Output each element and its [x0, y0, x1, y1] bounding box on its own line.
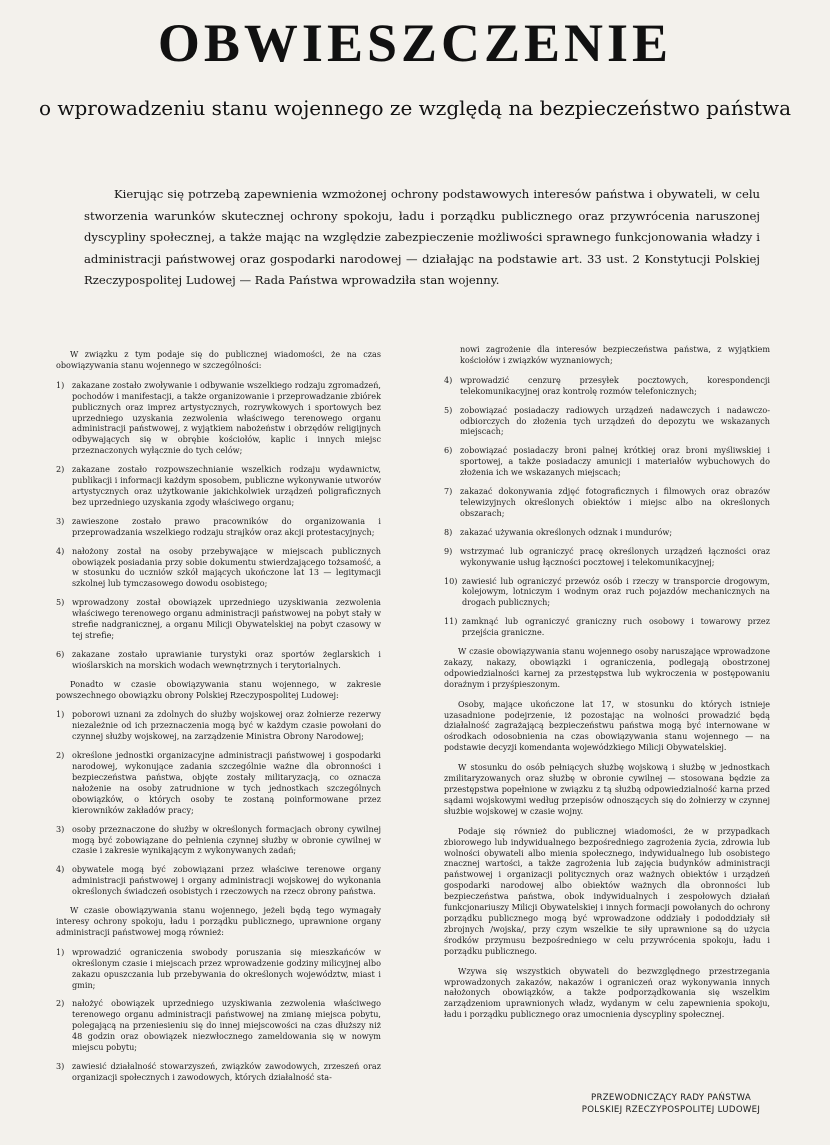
item-number: 4) [56, 864, 65, 875]
item-text: zawiesić lub ograniczyć przewóz osób i rzeczy w transporcie drogowym, kolejowym, lotniczym i wodnym oraz ruch pojazdów mechanicznych na drogach publicznych; [462, 575, 770, 608]
list-item [444, 405, 770, 438]
powers-paragraph: W czasie obowiązywania stanu wojennego, jeżeli będą tego wymagały interesy ochrony spokoju, ładu i porządku publicznego, uprawnione organy administracji państwowej mogą również: [56, 905, 381, 937]
item-number: 2) [56, 998, 65, 1009]
item-text: zakazać dokonywania zdjęć fotograficznych i filmowych oraz obrazów telewizyjnych określonych obiektów i miejsc albo na określonych obszarach; [460, 486, 770, 518]
item-number: 10) [444, 575, 458, 586]
armed-forces-paragraph: Podaje się również do publicznej wiadomości, że w przypadkach zbiorowego lub indywidualnego bezpośredniego zagrożenia życia, zdrowia lub wolności obywateli albo mienia społecznego, indywidualnego lub osobistego znacznej wartości, a także zagrożenia lub zajęcia budynków administracji państwowej i organizacji politycznych oraz ważnych obiektów i urządzeń gospodarki narodowej albo obiektów ważnych dla obronności lub bezpieczeństwa państwa, obok indywidualnych i zespołowych działań funkcjonariuszy Milicji Obywatelskiej i innych formacji powołanych do ochrony porządku publicznego mogą być wprowadzone oddziały i pododdziały sił zbrojnych /wojska/, przy czym wszelkie te siły uprawnione są do użycia środków przymusu bezpośredniego w celu przywrócenia spokoju, ładu i porządku publicznego. [444, 825, 770, 956]
item-text: obywatele mogą być zobowiązani przez właściwe terenowe organy administracji państwowej i organy administracji wojskowej do wykonania określonych świadczeń osobistych i rzeczowych na rzecz obrony państwa. [72, 864, 381, 897]
internment-paragraph: Osoby, mające ukończone lat 17, w stosunku do których istnieje uzasadnione podejrzenie, iż pozostając na wolności prowadzić będą działalność zagrażającą bezpieczeństwu państwa mogą być internowane w ośrodkach odosobnienia na czas obowiązywania stanu wojennego — na podstawie decyzji komendanta wojewódzkiego Milicji Obywatelskiej. [444, 698, 770, 753]
item-number: 4) [444, 374, 453, 385]
item-number: 8) [444, 526, 453, 537]
item-text: wprowadzić cenzurę przesyłek pocztowych, korespondencji telekomunikacyjnej oraz kontrolę rozmów telefonicznych; [460, 374, 770, 396]
item-text: osoby przeznaczone do służby w określonych formacjach obrony cywilnej mogą być zobowiązane do pełnienia czynnej służby w obronie cywilnej w czasie i zakresie wynikającym z wykonywanych zadań; [72, 823, 381, 856]
item-text: nałożony został na osoby przebywające w miejscach publicznych obowiązek posiadania przy sobie dokumentu stwierdzającego tożsamość, a w stosunku do uczniów szkół mających ukończone lat 13 — legitymacji szkolnej lub tymczasowego dowodu osobistego; [72, 545, 381, 589]
signature-line-2: POLSKIEJ RZECZYPOSPOLITEJ LUDOWEJ [581, 1105, 761, 1115]
list-item [444, 445, 770, 478]
intro-paragraph: W związku z tym podaje się do publicznej wiadomości, że na czas obowiązywania stanu wojennego w szczególności: [56, 349, 381, 370]
item-number: 1) [56, 379, 65, 390]
item-number: 9) [444, 545, 453, 556]
item-number: 6) [56, 648, 65, 659]
item-text: zakazane zostało rozpowszechnianie wszelkich rodzaju wydawnictw, publikacji i informacji każdym sposobem, publiczne wykonywanie utworów artystycznych oraz użytkowanie jakichkolwiek urządzeń poligraficznych bez uprzedniego uzyskania zgody właściwego organu; [72, 464, 381, 507]
item-number: 4) [56, 545, 65, 556]
right-column [444, 344, 770, 1029]
list-item [56, 649, 381, 671]
item-number: 2) [56, 464, 65, 475]
item-number: 2) [56, 750, 65, 761]
page-title: OBWIESZCZENIE [157, 13, 673, 73]
list-item [56, 864, 381, 897]
item-text: zakazać używania określonych odznak i mundurów; [460, 526, 673, 537]
list-item [56, 998, 381, 1053]
left-column [56, 349, 381, 1091]
signature-block [556, 1092, 786, 1116]
list-item [444, 576, 770, 609]
item-text: poborowi uznani za zdolnych do służby wojskowej oraz żołnierze rezerwy niezależnie od ich przeznaczenia mogą być w każdym czasie powołani do czynnej służby wojskowej, na zarządzenie Ministra Obrony Narodowej; [72, 709, 381, 742]
restrictions-list [56, 380, 381, 671]
item-text: zawiesić działalność stowarzyszeń, związków zawodowych, zrzeszeń oraz organizacji społecznych i zawodowych, których działalność sta- [72, 1060, 381, 1082]
item-number: 1) [56, 709, 65, 720]
list-item [56, 709, 381, 742]
list-item [56, 546, 381, 590]
list-item [444, 486, 770, 519]
item-number: 11) [444, 616, 458, 627]
item-text: zamknąć lub ograniczyć graniczny ruch osobowy i towarowy przez przejścia graniczne. [462, 616, 770, 638]
defense-paragraph: Ponadto w czasie obowiązywania stanu wojennego, w zakresie powszechnego obowiązku obrony Polskiej Rzeczypospolitej Ludowej: [56, 678, 381, 700]
powers-list [56, 947, 381, 1083]
item-text: zakazane zostało uprawianie turystyki oraz sportów żeglarskich i wioślarskich na morskich wodach wewnętrznych i terytorialnych. [72, 648, 381, 670]
list-item [56, 464, 381, 508]
powers-list-continued [444, 375, 770, 638]
list-item [56, 597, 381, 641]
item-number: 1) [56, 946, 65, 957]
list-item [56, 516, 381, 538]
item-text: określone jednostki organizacyjne administracji państwowej i gospodarki narodowej, wykonujące zadania szczególnie ważne dla obronności i bezpieczeństwa państwa, objęte zostały militaryzacją, co oznacza nałożenie na osoby zatrudnione w tych jednostkach szczególnych obowiązków, o których osoby te zostaną poinformowane przez kierowników zakładów pracy; [72, 750, 381, 815]
item-text: zobowiązać posiadaczy broni palnej krótkiej oraz broni myśliwskiej i sportowej, a także posiadaczy amunicji i materiałów wybuchowych do złożenia ich we wskazanych miejscach; [460, 445, 770, 478]
list-item [56, 947, 381, 991]
item-text: wstrzymać lub ograniczyć pracę określonych urządzeń łączności oraz wykonywanie usług łączności pocztowej i telekomunikacyjnej; [460, 545, 770, 567]
item-number: 3) [56, 515, 65, 526]
list-item [56, 380, 381, 456]
list-item [56, 824, 381, 857]
item-text: zobowiązać posiadaczy radiowych urządzeń nadawczych i nadawczo-odbiorczych do złożenia tych urządzeń do depozytu we wskazanych miejscach; [460, 404, 770, 437]
item-text: wprowadzić ograniczenia swobody poruszania się mieszkańców w określonym czasie i miejscach przez wprowadzenie godziny milicyjnej albo zakazu opuszczania lub przebywania do określonych województw, miast i gmin; [72, 946, 381, 990]
item-number: 3) [56, 823, 65, 834]
list-item [444, 375, 770, 397]
item-text: zakazane zostało zwoływanie i odbywanie wszelkiego rodzaju zgromadzeń, pochodów i manifestacji, a także organizowanie i przeprowadzanie zbiórek publicznych oraz imprez artystycznych, rozrywkowych i sportowych bez uprzedniego uzyskania zezwolenia właściwego terenowego organu administracji państwowej, z wyjątkiem nabożeństw i obrzędów religijnych odbywających się w obrębie kościołów, kaplic i innych miejsc przeznaczonych wyłącznie do tych celów; [72, 379, 381, 456]
item-number: 3) [56, 1060, 65, 1071]
list-item [56, 750, 381, 815]
preamble-paragraph: Kierując się potrzebą zapewnienia wzmożonej ochrony podstawowych interesów państwa i obywateli, w celu stworzenia warunków skutecznej ochrony spokoju, ładu i porządku publicznego oraz przywrócenia naruszonej dyscypliny społecznej, a także mając na względzie zabezpieczenie możliwości sprawnego funkcjonowania władzy i administracji państwowej oraz gospodarki narodowej — działając na podstawie art. 33 ust. 2 Konstytucji Polskiej Rzeczypospolitej Ludowej — Rada Państwa wprowadziła stan wojenny. [84, 187, 760, 287]
signature-line-1: PRZEWODNICZĄCY RADY PAŃSTWA [590, 1093, 752, 1103]
list-item [56, 1061, 381, 1083]
page-subtitle: o wprowadzeniu stanu wojennego ze względą na bezpieczeństwo państwa [38, 96, 792, 120]
item-number: 5) [444, 404, 453, 415]
penalty-paragraph: W czasie obowiązywania stanu wojennego osoby naruszające wprowadzone zakazy, nakazy, obowiązki i ograniczenia, podlegają obostrzonej odpowiedzialności karnej za przestępstwa lub wykroczenia w postępowaniu doraźnym i przyśpieszonym. [444, 646, 770, 689]
defense-list [56, 709, 381, 897]
item-number: 6) [444, 445, 453, 456]
list-item [444, 616, 770, 638]
military-courts-paragraph: W stosunku do osób pełniących służbę wojskową i służbę w jednostkach zmilitaryzowanych oraz służbę w obronie cywilnej — stosowana będzie za przestępstwa popełnione w związku z tą służbą odpowiedzialność karna przed sądami wojskowymi według przepisów odnoszących się do żołnierzy w czynnej służbie wojskowej w czasie wojny. [444, 762, 770, 816]
continuation-text: nowi zagrożenie dla interesów bezpieczeństwa państwa, z wyjątkiem kościołów i związków wyznaniowych; [460, 344, 770, 365]
list-item [444, 546, 770, 568]
item-number: 7) [444, 486, 453, 497]
item-text: zawieszone zostało prawo pracowników do organizowania i przeprowadzania wszelkiego rodzaju strajków oraz akcji protestacyjnych; [72, 515, 381, 537]
list-item [444, 527, 770, 538]
item-text: nałożyć obowiązek uprzedniego uzyskiwania zezwolenia właściwego terenowego organu administracji państwowej na zmianę miejsca pobytu, polegającą na przeniesieniu się do innej miejscowości na czas dłuższy niż 48 godzin oraz obowiązek niezwłocznego zameldowania się w nowym miejscu pobytu; [72, 998, 381, 1053]
appeal-paragraph: Wzywa się wszystkich obywateli do bezwzględnego przestrzegania wprowadzonych zakazów, nakazów i ograniczeń oraz wykonywania innych nałożonych obowiązków, a także podporządkowania się wszelkim zarządzeniom uprawnionych władz, wydanym w celu zapewnienia spokoju, ładu i porządku publicznego oraz umocnienia dyscypliny społecznej. [444, 965, 770, 1020]
item-text: wprowadzony został obowiązek uprzedniego uzyskiwania zezwolenia właściwego terenowego organu administracji państwowej na pobyt stały w strefie nadgranicznej, a organu Milicji Obywatelskiej na pobyt czasowy w tej strefie; [72, 597, 381, 640]
item-number: 5) [56, 597, 65, 608]
